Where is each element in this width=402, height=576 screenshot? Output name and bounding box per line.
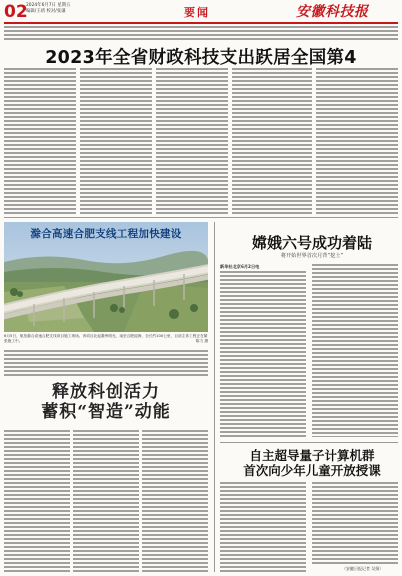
feature-column-2 bbox=[73, 430, 139, 572]
issue-date: 2024年6月7日 星期五 bbox=[26, 3, 71, 8]
right-divider bbox=[220, 442, 398, 443]
story-quantum-column-2 bbox=[312, 482, 398, 564]
article-column-1 bbox=[4, 68, 76, 214]
article-column-2 bbox=[80, 68, 152, 214]
story-chang-e-byline: 新华社北京6月2日电 bbox=[220, 264, 260, 269]
story-quantum-column-1 bbox=[220, 482, 306, 572]
feature-column-1 bbox=[4, 430, 70, 572]
page-number: 02 bbox=[4, 2, 28, 22]
story-quantum-title-line-1: 自主超导量子计算机群 bbox=[249, 448, 375, 463]
story-quantum-title-line-2: 首次向少年儿童开放授课 bbox=[243, 463, 381, 478]
story-chang-e-title: 嫦娥六号成功着陆 bbox=[251, 234, 372, 252]
story-quantum-title bbox=[226, 448, 398, 478]
story-chang-e-subtitle: 将开始世界首次月背“挖土” bbox=[280, 253, 344, 259]
main-headline: 2023年全省财政科技支出跃居全国第4 bbox=[45, 48, 357, 68]
feature-intro-text bbox=[4, 350, 208, 376]
photo-title: 滁合高速合肥支线工程加快建设 bbox=[30, 228, 182, 240]
section-title: 要闻 bbox=[184, 6, 210, 19]
lead-text-top bbox=[4, 26, 398, 40]
date-line bbox=[26, 3, 71, 15]
feature-title-line-1: 释放科创活力 bbox=[52, 382, 160, 402]
photo-credit: 陈力 摄 bbox=[195, 339, 208, 344]
header-rule bbox=[4, 22, 398, 24]
feature-title bbox=[40, 382, 172, 422]
photo-caption-text: 6月5日，航拍滁合高速合肥支线项目施工现场。该项目北起滁州明光，南至合肥瑶海，全长约100公里，目前主体工程正在紧张施工中。 bbox=[4, 334, 208, 344]
article-column-3 bbox=[156, 68, 228, 214]
editor-credit: 编辑/王靖 校对/张谦 bbox=[26, 9, 66, 14]
column-divider bbox=[214, 222, 215, 572]
section-divider bbox=[4, 217, 398, 218]
feature-column-3 bbox=[142, 430, 208, 572]
feature-title-line-2: 蓄积“智造”动能 bbox=[41, 402, 171, 422]
story-chang-e-column-2 bbox=[312, 264, 398, 437]
article-column-5 bbox=[316, 68, 398, 214]
masthead-logo: 安徽科技报 bbox=[296, 4, 369, 20]
article-column-4 bbox=[232, 68, 312, 214]
photo-caption bbox=[4, 334, 208, 344]
story-chang-e-column-1 bbox=[220, 271, 306, 437]
story-quantum-byline: （安徽日报记者 吴娟） bbox=[342, 566, 384, 571]
